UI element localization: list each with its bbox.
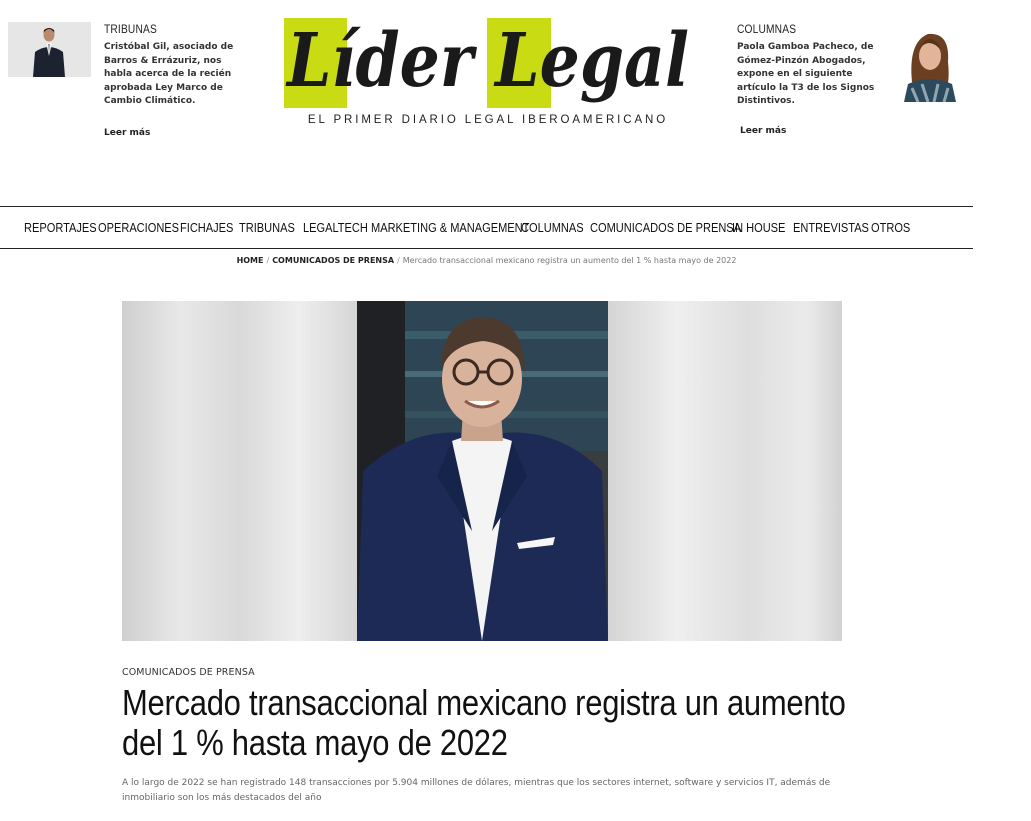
hero-blurred-background-left xyxy=(122,301,357,641)
article-title: Mercado transaccional mexicano registra un aumento del 1 % hasta mayo de 2022 xyxy=(122,682,846,763)
breadcrumb-home-link[interactable]: HOME xyxy=(236,256,264,265)
article-hero-image xyxy=(122,301,842,641)
promo-columnas-read-more-link[interactable]: Leer más xyxy=(740,126,787,136)
breadcrumb-current: Mercado transaccional mexicano registra un aumento del 1 % hasta mayo de 2022 xyxy=(402,256,737,265)
svg-text:Líder Legal: Líder Legal xyxy=(285,18,689,104)
nav-item-marketing-management[interactable]: MARKETING & MANAGEMENT xyxy=(371,220,530,235)
site-logo[interactable] xyxy=(283,16,693,128)
site-header xyxy=(0,0,1031,200)
nav-item-otros[interactable]: OTROS xyxy=(871,220,911,235)
nav-item-comunicados-de-prensa[interactable]: COMUNICADOS DE PRENSA xyxy=(590,220,742,235)
main-navigation xyxy=(0,206,973,249)
nav-item-fichajes[interactable]: FICHAJES xyxy=(180,220,234,235)
logo-wordmark[interactable] xyxy=(283,8,693,108)
nav-item-tribunas[interactable]: TRIBUNAS xyxy=(239,220,295,235)
nav-item-legaltech[interactable]: LEGALTECH xyxy=(303,220,368,235)
promo-tribunas-heading[interactable]: TRIBUNAS xyxy=(104,22,157,36)
logo-tagline: EL PRIMER DIARIO LEGAL IBEROAMERICANO xyxy=(307,114,669,126)
promo-tribunas-summary[interactable]: Cristóbal Gil, asociado de Barros & Errázuriz, nos habla acerca de la recién aprobada Ley Marco de Cambio Climático. xyxy=(104,42,234,106)
nav-item-columnas[interactable]: COLUMNAS xyxy=(521,220,584,235)
promo-tribunas-read-more-link[interactable]: Leer más xyxy=(104,128,151,138)
breadcrumb-section-link[interactable]: COMUNICADOS DE PRENSA xyxy=(272,256,395,265)
breadcrumb: HOME / COMUNICADOS DE PRENSA / Mercado transaccional mexicano registra un aumento del 1 % hasta mayo de 2022 xyxy=(236,256,737,265)
article-subtitle: A lo largo de 2022 se han registrado 148 transacciones por 5.904 millones de dólares, mientras que los sectores internet, software y servicios IT, además de inmobiliario son los más destacados del año xyxy=(122,778,831,803)
promo-columnas-summary[interactable]: Paola Gamboa Pacheco, de Gómez-Pinzón Abogados, expone en el siguiente artículo la T3 de los Signos Distintivos. xyxy=(737,42,875,106)
nav-item-entrevistas[interactable]: ENTREVISTAS xyxy=(793,220,869,235)
nav-item-in-house[interactable]: IN HOUSE xyxy=(732,220,786,235)
promo-columnas-thumbnail[interactable] xyxy=(894,22,965,102)
nav-item-reportajes[interactable]: REPORTAJES xyxy=(24,220,97,235)
promo-tribunas-thumbnail[interactable] xyxy=(8,22,91,77)
nav-item-operaciones[interactable]: OPERACIONES xyxy=(98,220,180,235)
hero-portrait-photo xyxy=(357,301,608,641)
promo-columnas-heading[interactable]: COLUMNAS xyxy=(737,22,797,36)
article-category[interactable]: COMUNICADOS DE PRENSA xyxy=(122,667,255,678)
hero-blurred-background-right xyxy=(607,301,842,641)
